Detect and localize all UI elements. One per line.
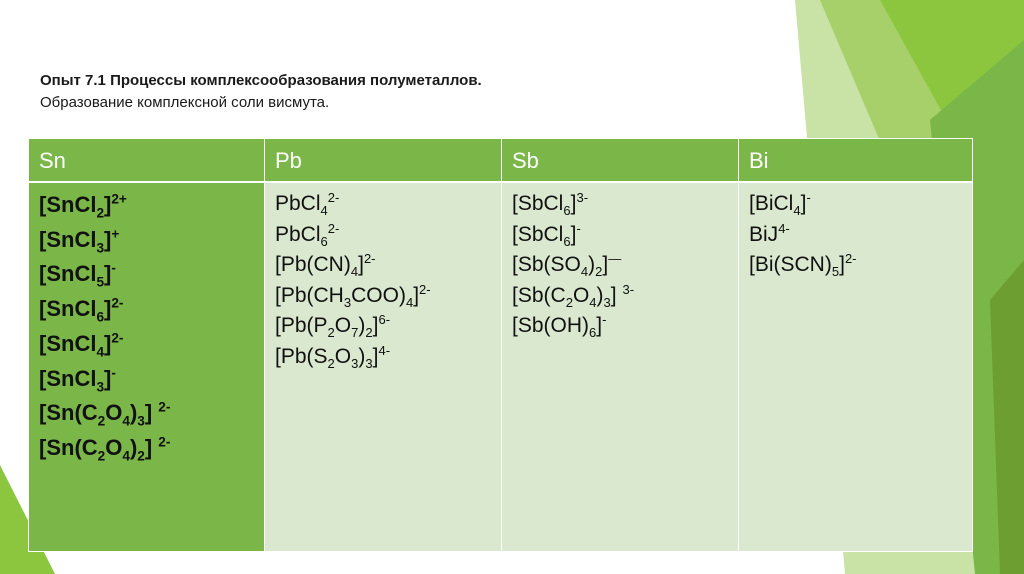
header-bi: Bi [739, 139, 973, 183]
header-sn: Sn [29, 139, 265, 183]
header-sb: Sb [502, 139, 739, 183]
complex-formula: $[Sn(C_2O_4)_2]$ $^{2-}$ [39, 434, 171, 464]
complex-formula: $[Pb(P_2O_7)_2]^{6-}$ [275, 312, 391, 341]
complex-formula: $[Pb(CH_3COO)_4]^{2-}$ [275, 281, 431, 310]
complex-formula: [SnCl$_4$]$^{2-}$ [39, 330, 124, 360]
header-pb: Pb [265, 139, 502, 183]
complex-formula: PbCl$_6^{2-}$ [275, 220, 340, 249]
complex-formula: BiJ$^{4-}$ [749, 220, 790, 246]
complex-formula: $[Pb(CN)_4]^{2-}$ [275, 251, 376, 280]
complex-formula: [SnCl$_3$]- [39, 365, 116, 394]
slide-subtitle: Образование комплексной соли висмута. [40, 94, 330, 111]
complexes-table [28, 138, 973, 552]
column-sn-cell [29, 182, 265, 552]
table-body-row [29, 182, 973, 552]
column-bi-cell [739, 182, 973, 552]
complex-formula: [SnCl$_2$]$^{2+}$ [39, 191, 127, 221]
complex-formula: $[Sn(C_2O_4)_3]$ $^{2-}$ [39, 399, 171, 429]
column-pb-cell [265, 182, 502, 552]
column-sb-cell [502, 182, 739, 552]
complex-formula: PbCl$_4^{2-}$ [275, 190, 340, 219]
complex-formula: [SnCl$_5$]- [39, 261, 116, 290]
title-block [40, 70, 780, 114]
complex-formula: [SnCl$_6$]$^{2-}$ [39, 295, 124, 325]
complex-formula: [BiCl$_4$]- [749, 190, 811, 219]
complex-formula: $[Bi(SCN)_5]^{2-}$ [749, 251, 857, 280]
complex-formula: $[Sb(OH)_6]^-$ [512, 312, 607, 341]
slide-title: Опыт 7.1 Процессы комплексообразования полуметаллов. [40, 72, 482, 89]
complex-formula: [SbCl$_6$]- [512, 220, 581, 249]
complex-formula: [SbCl$_6$]$^{3-}$ [512, 190, 589, 219]
complex-formula: [SnCl$_3$]+ [39, 226, 120, 256]
table-header-row [29, 139, 973, 183]
complex-formula: $[Sb(C_2O_4)_3]$ $^{3-}$ [512, 281, 635, 310]
complex-formula: $[Pb(S_2O_3)_3]^{4-}$ [275, 342, 391, 372]
complex-formula: $[Sb(SO_4)_2]^—$ [512, 251, 622, 280]
